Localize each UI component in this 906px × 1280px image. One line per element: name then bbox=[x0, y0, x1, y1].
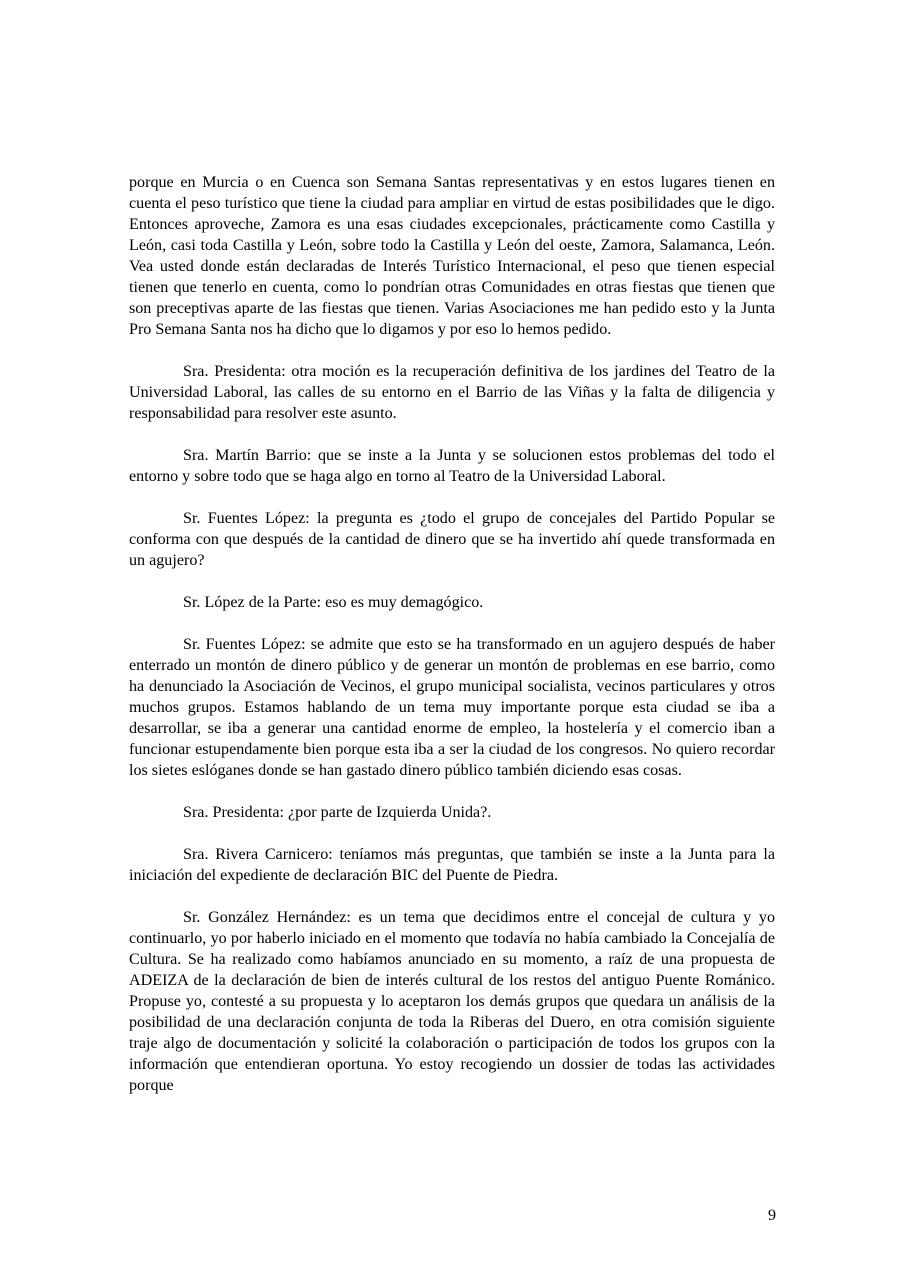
paragraph-gonzalez-hernandez: Sr. González Hernández: es un tema que decidimos entre el concejal de cultura y yo continuarlo, yo por haberlo iniciado en el momento que todavía no había cambiado la Concejalía de Cultura. Se ha realizado como habíamos anunciado en su momento, a raíz de una propuesta de ADEIZA de la declaración de bien de interés cultural de los restos del antiguo Puente Románico. Propuse yo, contesté a su propuesta y lo aceptaron los demás grupos que quedara un análisis de la posibilidad de una declaración conjunta de toda la Riberas del Duero, en otra comisión siguiente traje algo de documentación y solicité la colaboración o participación de todos los grupos con la información que entendieran oportuna. Yo estoy recogiendo un dossier de todas las actividades porque bbox=[129, 909, 775, 1094]
paragraph-presidenta-izquierda-unida: Sra. Presidenta: ¿por parte de Izquierda Unida?. bbox=[183, 804, 492, 821]
paragraph-continuation: porque en Murcia o en Cuenca son Semana Santas representativas y en estos lugares tienen en cuenta el peso turístico que tiene la ciudad para ampliar en virtud de estas posibilidades que le digo. Entonces aproveche, Zamora es una esas ciudades excepcionales, prácticamente como Castilla y León, casi toda Castilla y León, sobre todo la Castilla y León del oeste, Zamora, Salamanca, León. Vea usted donde están declaradas de Interés Turístico Internacional, el peso que tienen especial tienen que tenerlo en cuenta, como lo pondrían otras Comunidades en otras fiestas que tienen que son preceptivas aparte de las fiestas que tienen. Varias Asociaciones me han pedido esto y la Junta Pro Semana Santa nos ha dicho que lo digamos y por eso lo hemos pedido. bbox=[129, 174, 775, 338]
paragraph-fuentes-lopez-pregunta: Sr. Fuentes López: la pregunta es ¿todo el grupo de concejales del Partido Popular se conforma con que después de la cantidad de dinero que se ha invertido ahí quede transformada en un agujero? bbox=[129, 510, 775, 569]
document-body bbox=[129, 172, 775, 1117]
page-number: 9 bbox=[767, 1207, 776, 1224]
paragraph-rivera-carnicero: Sra. Rivera Carnicero: teníamos más preguntas, que también se inste a la Junta para la iniciación del expediente de declaración BIC del Puente de Piedra. bbox=[129, 846, 775, 884]
paragraph-lopez-de-la-parte: Sr. López de la Parte: eso es muy demagógico. bbox=[183, 594, 484, 611]
paragraph-presidenta-mocion: Sra. Presidenta: otra moción es la recuperación definitiva de los jardines del Teatro de la Universidad Laboral, las calles de su entorno en el Barrio de las Viñas y la falta de diligencia y responsabilidad para resolver este asunto. bbox=[129, 363, 775, 422]
paragraph-martin-barrio: Sra. Martín Barrio: que se inste a la Junta y se solucionen estos problemas del todo el entorno y sobre todo que se haga algo en torno al Teatro de la Universidad Laboral. bbox=[129, 447, 775, 485]
paragraph-fuentes-lopez-respuesta: Sr. Fuentes López: se admite que esto se ha transformado en un agujero después de haber enterrado un montón de dinero público y de generar un montón de problemas en ese barrio, como ha denunciado la Asociación de Vecinos, el grupo municipal socialista, vecinos particulares y otros muchos grupos. Estamos hablando de un tema muy importante porque esta ciudad se iba a desarrollar, se iba a generar una cantidad enorme de empleo, la hostelería y el comercio iban a funcionar estupendamente bien porque esta iba a ser la ciudad de los congresos. No quiero recordar los sietes eslóganes donde se han gastado dinero público también diciendo esas cosas. bbox=[129, 636, 775, 779]
